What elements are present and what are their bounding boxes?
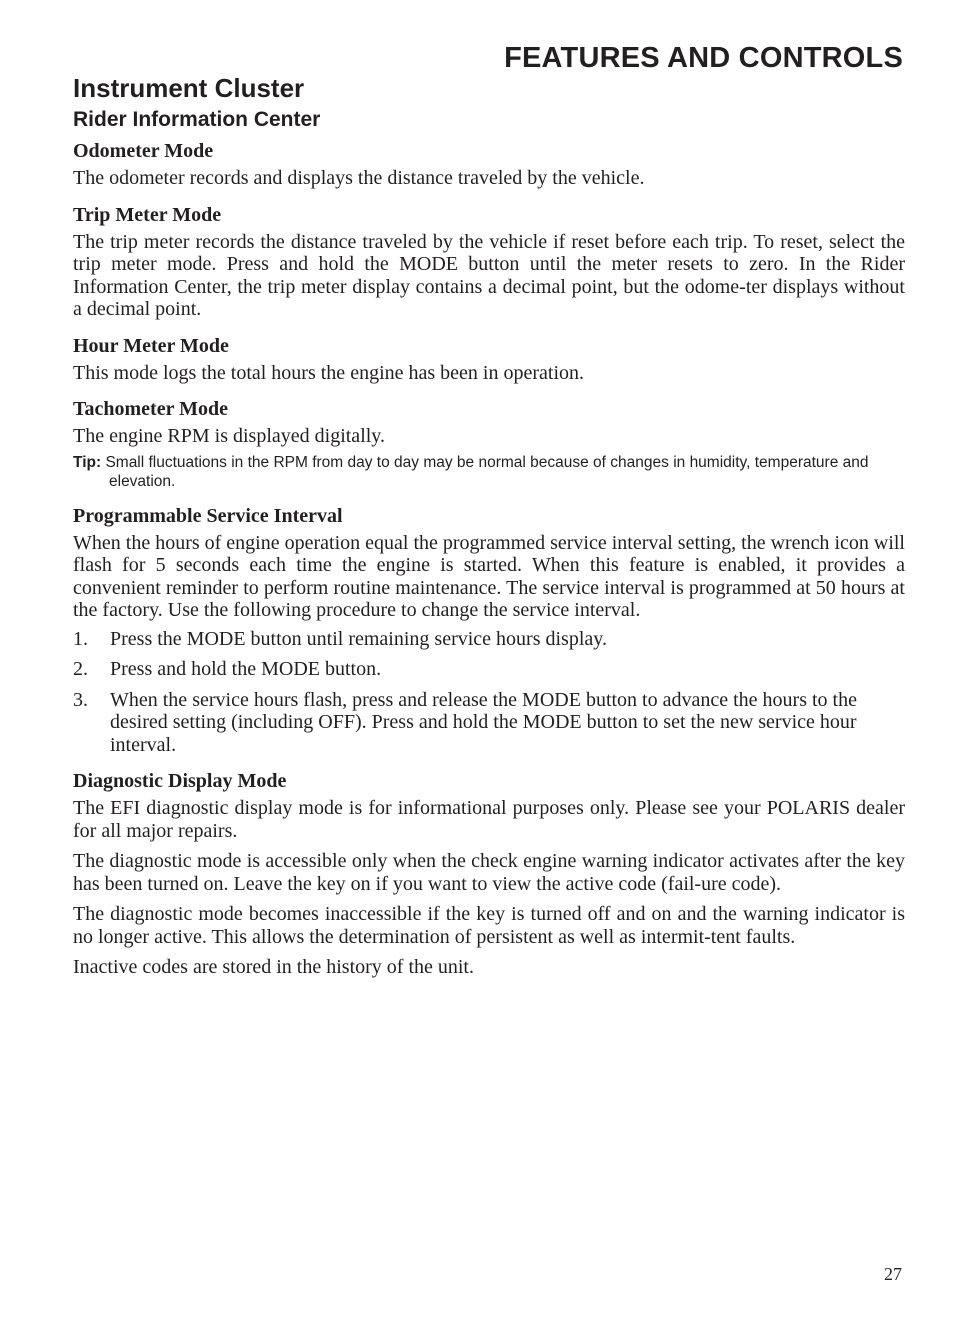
step-text: Press the MODE button until remaining service hours display. [110,627,607,650]
diagnostic-section [73,767,905,979]
list-item [73,628,905,651]
step-number: 2. [73,658,88,680]
tachometer-paragraph: The engine RPM is displayed digitally. [73,425,386,447]
service-interval-steps [73,628,905,757]
page-number: 27 [884,1264,902,1284]
odometer-section [73,137,905,190]
hour-meter-paragraph: This mode logs the total hours the engine has been in operation. [73,361,584,384]
tip-text: Small fluctuations in the RPM from day to day may be normal because of changes in humidity, temperature and elevation. [105,453,869,490]
tachometer-heading: Tachometer Mode [73,398,228,420]
diagnostic-paragraph-4: Inactive codes are stored in the history of the unit. [73,956,474,978]
step-text: When the service hours flash, press and release the MODE button to advance the hours to the desired setting (including OFF). Press and hold the MODE button to set the new service hour interval. [110,688,857,756]
tachometer-section [73,395,905,491]
trip-meter-section [73,201,905,321]
odometer-paragraph: The odometer records and displays the distance traveled by the vehicle. [73,167,645,189]
diagnostic-heading: Diagnostic Display Mode [73,770,287,792]
tip-label: Tip: [73,453,102,471]
list-item [73,689,905,757]
trip-meter-heading: Trip Meter Mode [73,203,222,226]
subsection-heading-rider-information-center: Rider Information Center [73,108,321,131]
diagnostic-paragraph-2: The diagnostic mode is accessible only when the check engine warning indicator activates after the key has been turned on. Leave the key on if you want to view the active code (fail-ure code). [73,850,905,895]
step-number: 1. [73,627,88,650]
step-number: 3. [73,688,88,711]
diagnostic-paragraph-3: The diagnostic mode becomes inaccessible if the key is turned off and on and the warning indicator is no longer active. This allows the determination of persistent as well as intermit-tent faults. [73,903,905,948]
hour-meter-section [73,332,905,385]
service-interval-section [73,502,905,757]
trip-meter-paragraph: The trip meter records the distance traveled by the vehicle if reset before each trip. To reset, select the trip meter mode. Press and hold the MODE button until the meter resets to zero. In the Rider Information Center, the trip meter display contains a decimal point, but the odome-ter displays without a decimal point. [73,230,905,320]
odometer-heading: Odometer Mode [73,140,214,162]
section-heading-instrument-cluster: Instrument Cluster [73,73,305,103]
hour-meter-heading: Hour Meter Mode [73,334,229,357]
service-interval-paragraph: When the hours of engine operation equal the programmed service interval setting, the wrench icon will flash for 5 seconds each time the engine is started. When this feature is enabled, it provides a convenient reminder to perform routine maintenance. The service interval is programmed at 50 hours at the factory. Use the following procedure to change the service interval. [73,531,905,621]
document-body [73,137,905,990]
chapter-title: FEATURES AND CONTROLS [504,42,903,74]
step-text: Press and hold the MODE button. [110,658,382,680]
tip-note [73,453,905,491]
diagnostic-paragraph-1: The EFI diagnostic display mode is for informational purposes only. Please see your POLARIS dealer for all major repairs. [73,797,905,842]
service-interval-heading: Programmable Service Interval [73,504,343,527]
list-item [73,658,905,681]
